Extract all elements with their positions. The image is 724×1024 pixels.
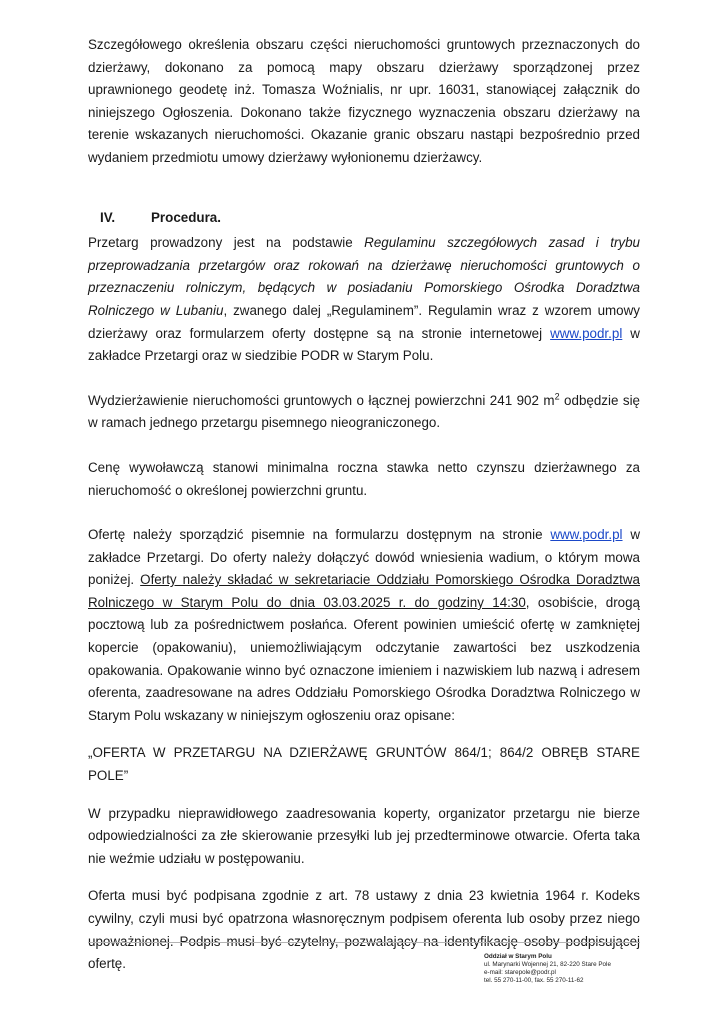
text-segment: , osobiście, drogą pocztową lub za pośrednictwem posłańca. Oferent powinien umieścić ofertę w zamkniętej kopercie (opakowaniu), uniemożliwiającym odczytanie zawartości bez uszkodzenia opakowania. Opakowanie winno być oznaczone imieniem i nazwiskiem lub nazwą i adresem oferenta, zaadresowane na adres Oddziału Pomorskiego Ośrodka Doradztwa Rolniczego w Starym Polu wskazany w niniejszym ogłoszeniu oraz opisane: [88, 594, 640, 723]
paragraph-starting-price: Cenę wywoławczą stanowi minimalna roczna stawka netto czynszu dzierżawnego za nieruchomość o określonej powierzchni gruntu. [88, 459, 640, 498]
footer-contact [484, 953, 644, 985]
footer-email: e-mail: starepole@podr.pl [484, 968, 556, 976]
paragraph-regulations [88, 232, 640, 368]
paragraph-map-definition: Szczegółowego określenia obszaru części nieruchomości gruntowych przeznaczonych do dzierżawy, dokonano za pomocą mapy obszaru dzierżawy sporządzonej przez uprawnionego geodetę inż. Tomasza Woźnialis, nr upr. 16031, stanowiącej załącznik do niniejszego Ogłoszenia. Dokonano także fizycznego wyznaczenia obszaru dzierżawy na terenie wskazanych nieruchomości. Okazanie granic obszaru nastąpi bezpośrednio przed wydaniem przedmiotu umowy dzierżawy wyłonionemu dzierżawcy. [88, 37, 640, 165]
website-link[interactable]: www.podr.pl [550, 527, 623, 543]
footer-address: ul. Marynarki Wojennej 21, 82-220 Stare Pole [484, 960, 611, 968]
text-segment: Przetarg prowadzony jest na podstawie [88, 235, 365, 251]
website-link[interactable]: www.podr.pl [550, 325, 623, 341]
paragraph-addressing: W przypadku nieprawidłowego zaadresowania koperty, organizator przetargu nie bierze odpowiedzialności za złe skierowanie przesyłki lub jej przedterminowe otwarcie. Oferta taka nie weźmie udziału w postępowaniu. [88, 805, 640, 866]
section-number: IV. [100, 209, 116, 225]
footer-phone: tel. 55 270-11-00, fax. 55 270-11-62 [484, 976, 584, 984]
text-segment: w zakładce Przetargi oraz w siedzibie PODR w Starym Polu. [88, 325, 640, 364]
text-segment: Wydzierżawienie nieruchomości gruntowych o łącznej powierzchni 241 902 m [88, 392, 555, 408]
footer-branch-name: Oddział w Starym Polu [484, 953, 552, 960]
regulation-title: Regulaminu szczegółowych zasad i trybu przeprowadzania przetargów oraz rokowań na dzierżawę nieruchomości gruntowych o przeznaczeniu rolniczym, będących w posiadaniu Pomorskiego Ośrodka Doradztwa Rolniczego w Lubaniu [88, 235, 640, 318]
text-segment: odbędzie się w ramach jednego przetargu pisemnego nieograniczonego. [88, 392, 640, 431]
text-segment: Ofertę należy sporządzić pisemnie na formularzu dostępnym na stronie [88, 527, 551, 543]
paragraph-envelope-label: „OFERTA W PRZETARGU NA DZIERŻAWĘ GRUNTÓW 864/1; 864/2 OBRĘB STARE POLE” [88, 745, 640, 784]
text-segment: , zwanego dalej „Regulaminem”. Regulamin wraz z wzorem umowy dzierżawy oraz formularzem oferty dostępne są na stronie internetowej [88, 302, 640, 341]
paragraph-area [88, 390, 640, 435]
document-body [88, 34, 640, 976]
footer-divider [88, 942, 640, 943]
area-unit-superscript: 2 [554, 391, 560, 402]
paragraph-signature: Oferta musi być podpisana zgodnie z art. 78 ustawy z dnia 23 kwietnia 1964 r. Kodeks cywilny, czyli musi być opatrzona własnoręcznym podpisem oferenta lub osoby przez niego ofertę. [88, 888, 640, 972]
paragraph-offer-submission [88, 524, 640, 727]
deadline-underlined: Oferty należy składać w sekretariacie Oddziału Pomorskiego Ośrodka Doradztwa Rolniczego w Starym Polu do dnia 03.03.2025 r. do godziny 14:30 [88, 572, 640, 610]
section-title: Procedura. [151, 209, 221, 225]
text-segment: w zakładce Przetargi. Do oferty należy dołączyć dowód wniesienia wadium, o którym mowa poniżej. [88, 527, 640, 588]
section-heading-procedure [88, 207, 640, 230]
